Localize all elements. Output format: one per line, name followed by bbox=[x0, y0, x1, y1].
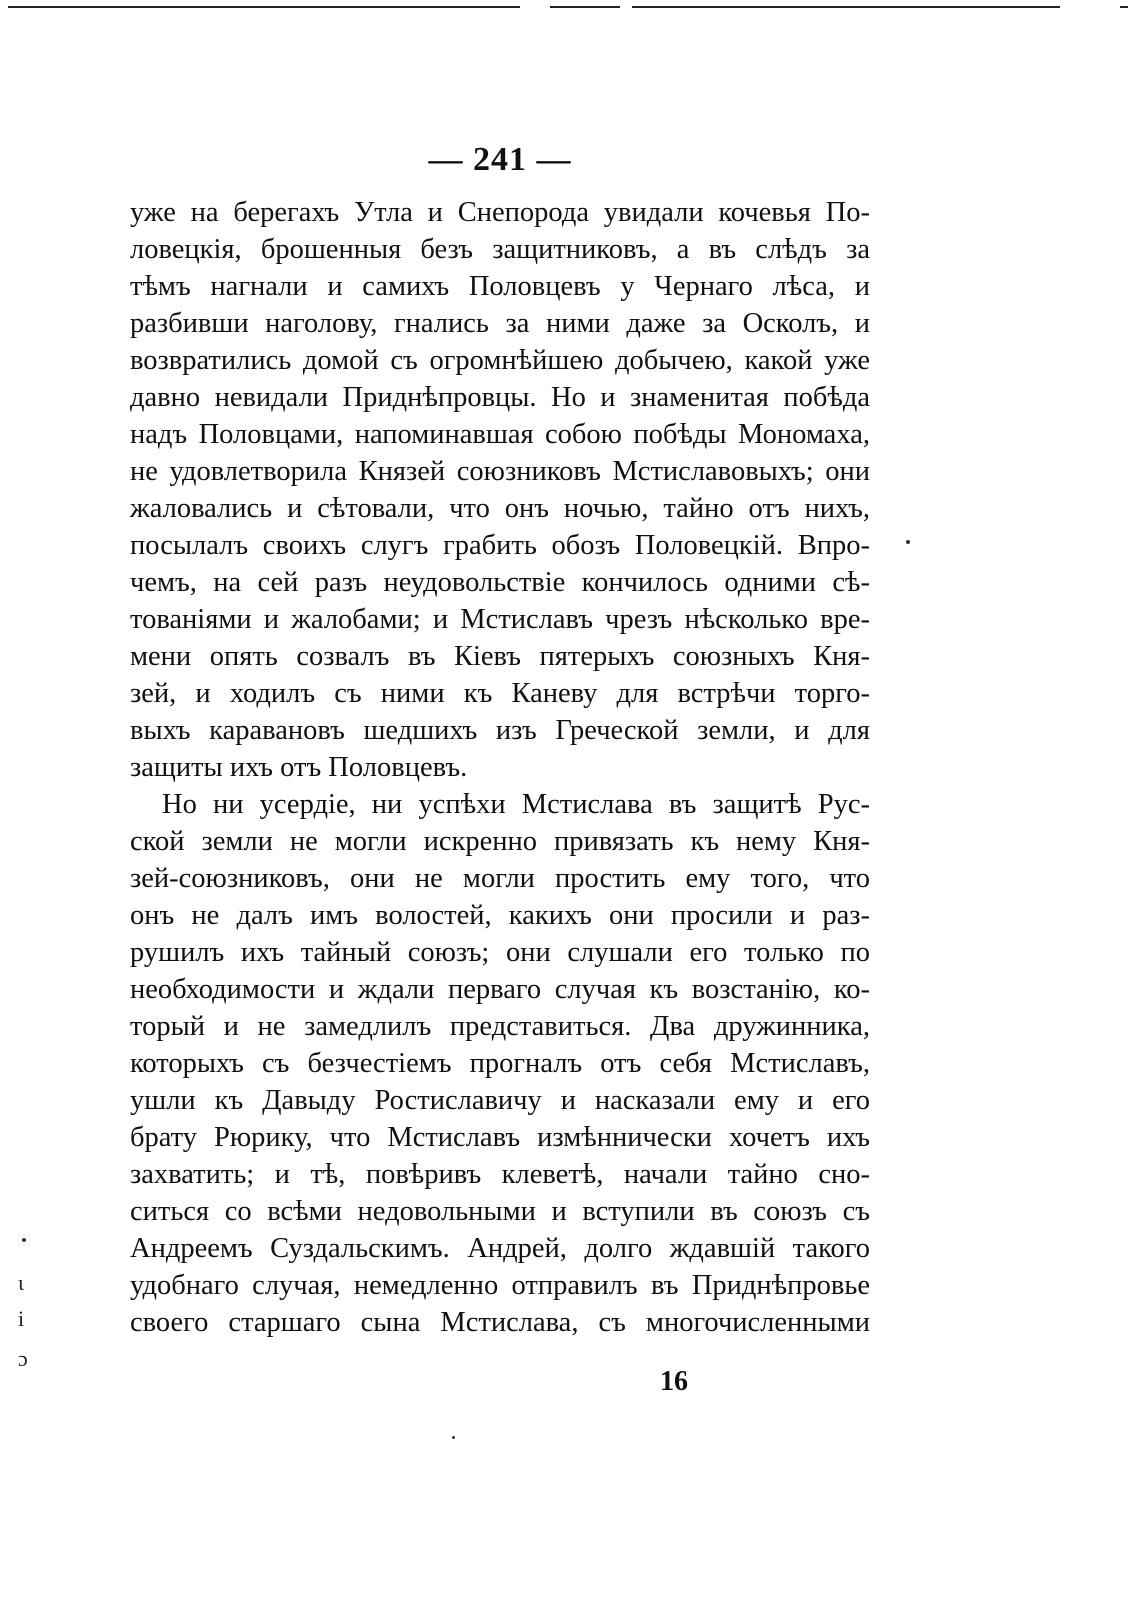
text-line: которыхъ съ безчестіемъ прогналъ отъ себя Мстиславъ, bbox=[130, 1048, 870, 1079]
text-line: онъ не далъ имъ волостей, какихъ они просили и раз- bbox=[130, 900, 870, 931]
text-line: возвратились домой съ огромнѣйшею добычею, какой уже bbox=[130, 345, 870, 376]
top-rule-gap bbox=[520, 3, 550, 11]
page-body bbox=[130, 138, 870, 1341]
text-line: уже на берегахъ Утла и Снепорода увидали кочевья По- bbox=[130, 197, 870, 228]
paper-speck bbox=[452, 1436, 455, 1439]
paragraph-2 bbox=[130, 786, 870, 1341]
text-line: удобнаго случая, немедленно отправилъ въ Приднѣпровье bbox=[130, 1270, 870, 1301]
text-line: тѣмъ нагнали и самихъ Половцевъ у Чернаго лѣса, и bbox=[130, 271, 870, 302]
text-line: посылалъ своихъ слугъ грабить обозъ Половецкій. Впро- bbox=[130, 530, 870, 561]
top-rule-gap bbox=[1060, 3, 1120, 11]
text-line: ской земли не могли искренно привязать къ нему Кня- bbox=[130, 826, 870, 857]
page-number: — 241 — bbox=[428, 141, 572, 178]
margin-mark: i bbox=[18, 1306, 25, 1331]
text-line: тованіями и жалобами; и Мстиславъ чрезъ нѣсколько вре- bbox=[130, 604, 870, 635]
signature-mark: 16 bbox=[660, 1366, 688, 1397]
text-line: ушли къ Давыду Ростиславичу и насказали ему и его bbox=[130, 1085, 870, 1116]
text-line: необходимости и ждали перваго случая къ возстанію, ко- bbox=[130, 974, 870, 1005]
text-line: чемъ, на сей разъ неудовольствіе кончилось одними сѣ- bbox=[130, 567, 870, 598]
text-line: торый и не замедлилъ представиться. Два дружинника, bbox=[130, 1011, 870, 1042]
text-line: ловецкія, брошенныя безъ защитниковъ, а въ слѣдъ за bbox=[130, 234, 870, 265]
text-line: зей, и ходилъ съ ними къ Каневу для встрѣчи торго- bbox=[130, 678, 870, 709]
paper-speck bbox=[906, 540, 910, 544]
text-line: Андреемъ Суздальскимъ. Андрей, долго ждавшій такого bbox=[130, 1233, 870, 1264]
text-line: мени опять созвалъ въ Кіевъ пятерыхъ союзныхъ Кня- bbox=[130, 641, 870, 672]
paper-speck bbox=[22, 1238, 26, 1242]
text-line: выхъ каравановъ шедшихъ изъ Греческой земли, и для bbox=[130, 715, 870, 746]
paragraph-1 bbox=[130, 194, 870, 786]
text-line: Но ни усердіе, ни успѣхи Мстислава въ защитѣ Рус- bbox=[162, 789, 870, 820]
margin-mark: ɔ bbox=[18, 1346, 28, 1371]
text-line: брату Рюрику, что Мстиславъ измѣннически хочетъ ихъ bbox=[130, 1122, 870, 1153]
text-line: ситься со всѣми недовольными и вступили въ союзъ съ bbox=[130, 1196, 870, 1227]
text-line: давно невидали Приднѣпровцы. Но и знаменитая побѣда bbox=[130, 382, 870, 413]
text-line: рушилъ ихъ тайный союзъ; они слушали его только по bbox=[130, 937, 870, 968]
margin-mark: ι bbox=[18, 1270, 24, 1295]
top-rule-gap bbox=[620, 3, 632, 11]
text-line: своего старшаго сына Мстислава, съ многочисленными bbox=[130, 1307, 870, 1338]
text-line: надъ Половцами, напоминавшая собою побѣды Мономаха, bbox=[130, 419, 870, 450]
top-rule bbox=[8, 6, 1128, 8]
text-line: жаловались и сѣтовали, что онъ ночью, тайно отъ нихъ, bbox=[130, 493, 870, 524]
text-line: разбивши наголову, гнались за ними даже за Осколъ, и bbox=[130, 308, 870, 339]
text-line: зей-союзниковъ, они не могли простить ему того, что bbox=[130, 863, 870, 894]
text-line: не удовлетворила Князей союзниковъ Мстиславовыхъ; они bbox=[130, 456, 870, 487]
text-line: защиты ихъ отъ Половцевъ. bbox=[130, 752, 468, 783]
text-line: захватить; и тѣ, повѣривъ клеветѣ, начали тайно сно- bbox=[130, 1159, 870, 1190]
